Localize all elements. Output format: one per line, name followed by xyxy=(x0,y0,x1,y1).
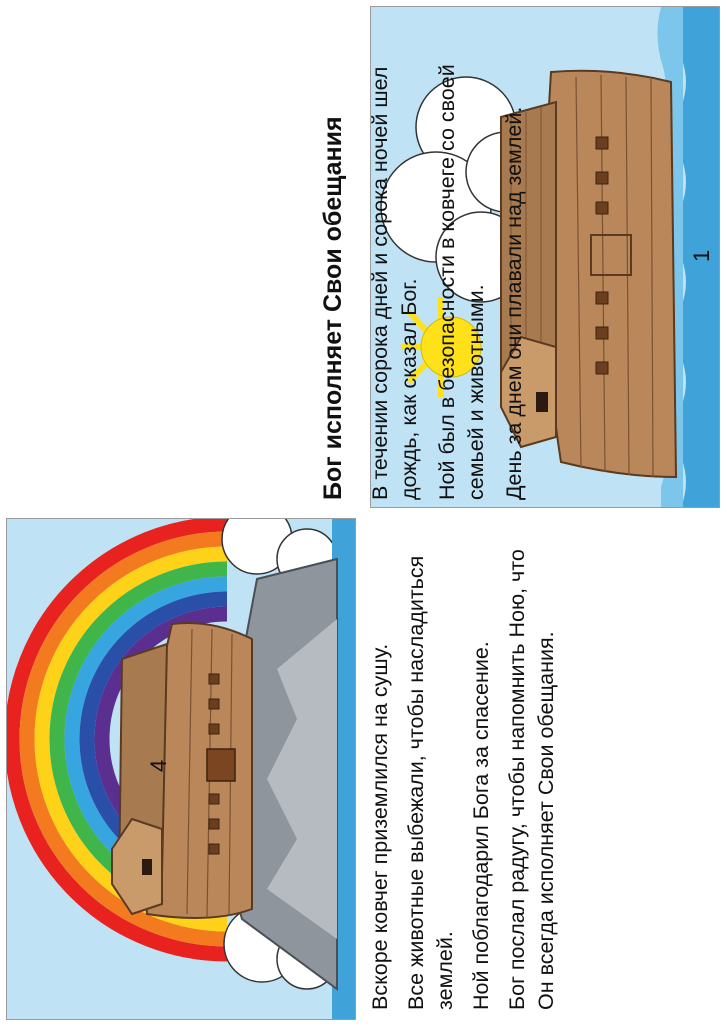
right-page-text xyxy=(366,30,538,500)
paragraph: Вскоре ковчег приземлился на сушу. xyxy=(368,643,392,1010)
ark-door xyxy=(207,749,235,781)
page-title: Бог исполняет Свои обещания xyxy=(319,116,347,500)
left-page-text xyxy=(366,540,568,1010)
page-number: 4 xyxy=(146,759,171,772)
rainbow-ark-picture xyxy=(7,519,355,1019)
paragraph: Все животные выбежали, чтобы насладиться землей. xyxy=(404,555,457,1010)
paragraph: В течении сорока дней и сорока ночей шел дождь, как сказал Бог. xyxy=(368,66,421,500)
page-number: 1 xyxy=(689,249,714,262)
rainbow-ark-illustration xyxy=(6,518,356,1020)
ark xyxy=(112,623,252,918)
paragraph: День за днем они плавали над землей. xyxy=(502,106,526,500)
paragraph: Ной поблагодарил Бога за спасение. xyxy=(469,641,493,1010)
paragraph: Ной был в безопасности в ковчеге со своей семьей и животными. xyxy=(435,64,488,500)
paragraph: Бог послал радугу, чтобы напомнить Ною, что Он всегда исполняет Свои обещания. xyxy=(505,549,558,1010)
